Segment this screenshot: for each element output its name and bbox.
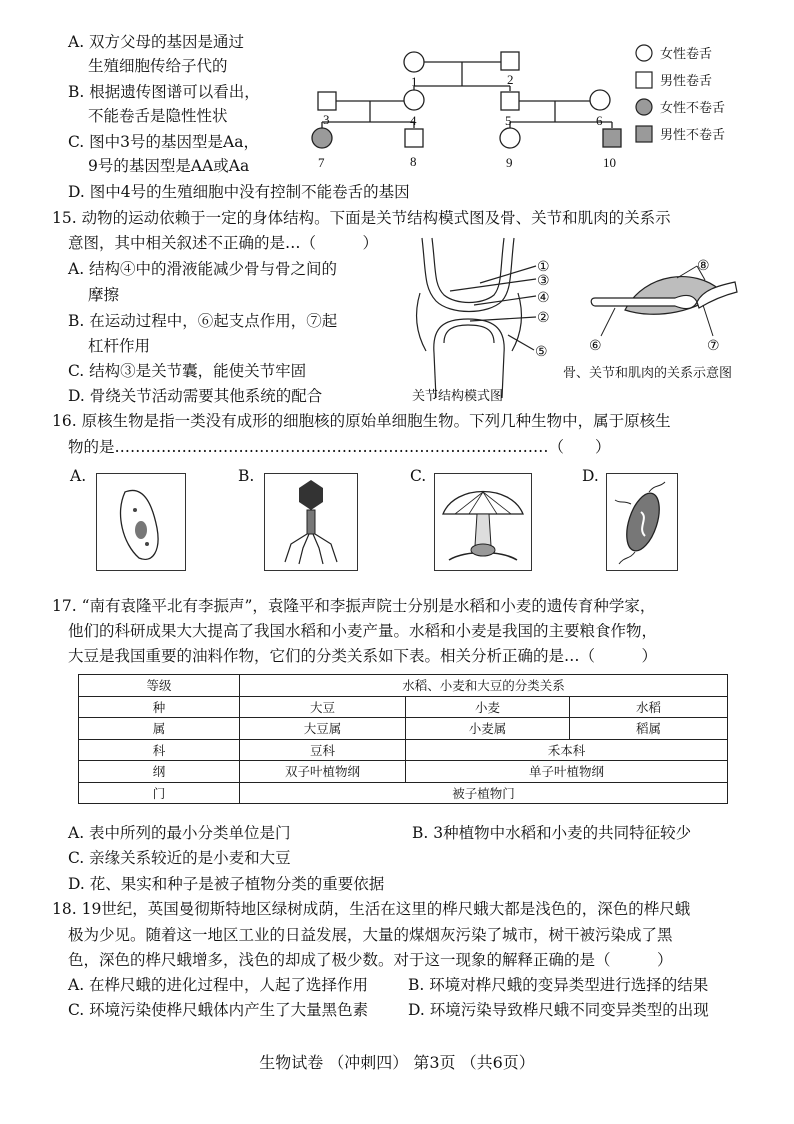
q14-option-b-line1: B. 根据遗传图谱可以看出，: [68, 83, 260, 101]
muscle-diagram-caption: 骨、关节和肌肉的关系示意图: [563, 366, 733, 381]
q16-option-d-label: D.: [582, 467, 599, 485]
muscle-label-6: ⑥: [589, 338, 602, 354]
table-row: [79, 739, 728, 761]
q15-stem-line2: 意图，其中相关叙述不正确的是…（ ）: [68, 234, 379, 252]
q14-option-c-line2: 9号的基因型是AA或Aa: [88, 157, 250, 175]
q18-stem-line1: 18. 19世纪，英国曼彻斯特地区绿树成荫，生活在这里的桦尺蛾大都是浅色的，深色的桦尺蛾: [52, 900, 691, 918]
table-cell: 稻属: [570, 718, 728, 740]
table-cell: 属: [79, 718, 240, 740]
paramecium-icon: [97, 474, 185, 570]
q16-option-c-image: [434, 473, 532, 571]
table-cell: 双子叶植物纲: [240, 761, 406, 783]
q17-stem-line1: 17. “南有袁隆平北有李振声”，袁隆平和李振声院士分别是水稻和小麦的遗传育种学家，: [52, 597, 656, 615]
q15-option-c: C. 结构③是关节囊，能使关节牢固: [68, 362, 307, 380]
joint-label-5: ⑤: [535, 344, 548, 360]
q15-stem-line1: 15. 动物的运动依赖于一定的身体结构。下面是关节结构模式图及骨、关节和肌肉的关系示: [52, 209, 671, 227]
q15-option-d: D. 骨绕关节活动需要其他系统的配合: [68, 387, 323, 405]
mushroom-icon: [435, 474, 531, 570]
q18-option-c: C. 环境污染使桦尺蛾体内产生了大量黑色素: [68, 1001, 369, 1019]
table-cell: 大豆属: [240, 718, 406, 740]
table-row: [79, 675, 728, 697]
q16-stem-line2: 物的是…………………………………………………………………………（ ）: [68, 438, 611, 456]
joint-label-3: ③: [537, 273, 550, 289]
q14-option-b-line2: 不能卷舌是隐性性状: [88, 107, 228, 125]
q15-option-a-line2: 摩擦: [88, 286, 120, 304]
table-cell: 科: [79, 739, 240, 761]
classification-table: [78, 674, 728, 804]
pedigree-number-4: 4: [410, 113, 417, 128]
joint-diagram-caption: 关节结构模式图: [412, 389, 504, 404]
q16-option-a-label: A.: [70, 467, 87, 485]
q16-option-c-label: C.: [410, 467, 427, 485]
q16-option-a-image: [96, 473, 186, 571]
table-header-level: 等级: [79, 675, 240, 697]
legend-male-rolling: 男性卷舌: [660, 73, 713, 88]
legend-female-nonrolling: 女性不卷舌: [660, 100, 726, 115]
pedigree-number-9: 9: [506, 155, 513, 170]
pedigree-number-2: 2: [507, 72, 514, 87]
q15-option-a-line1: A. 结构④中的滑液能减少骨与骨之间的: [68, 260, 338, 278]
q16-option-b-label: B.: [238, 467, 255, 485]
pedigree-number-5: 5: [505, 113, 512, 128]
q17-option-b: B. 3种植物中水稻和小麦的共同特征较少: [412, 824, 692, 842]
q14-option-d: D. 图中4号的生殖细胞中没有控制不能卷舌的基因: [68, 183, 410, 201]
table-cell: 豆科: [240, 739, 406, 761]
muscle-label-7: ⑦: [707, 338, 720, 354]
pedigree-number-7: 7: [318, 155, 325, 170]
pedigree-number-3: 3: [323, 112, 330, 127]
q18-option-a: A. 在桦尺蛾的进化过程中，人起了选择作用: [68, 976, 369, 994]
q14-option-c-line1: C. 图中3号的基因型是Aa，: [68, 133, 259, 151]
joint-label-1: ①: [537, 259, 550, 275]
female-rolling-symbol: [636, 45, 652, 61]
q14-option-a-line2: 生殖细胞传给子代的: [88, 57, 228, 75]
legend-male-nonrolling: 男性不卷舌: [660, 127, 726, 142]
table-header-title: 水稻、小麦和大豆的分类关系: [240, 675, 728, 697]
q16-stem-line1: 16. 原核生物是指一类没有成形的细胞核的原始单细胞生物。下列几种生物中，属于原核生: [52, 412, 671, 430]
q15-option-b-line1: B. 在运动过程中，⑥起支点作用，⑦起: [68, 312, 338, 330]
q17-option-d: D. 花、果实和种子是被子植物分类的重要依据: [68, 875, 385, 893]
table-row: [79, 696, 728, 718]
q18-stem-line3: 色，深色的桦尺蛾增多，浅色的却成了极少数。对于这一现象的解释正确的是（ ）: [68, 951, 673, 969]
female-nonrolling-symbol: [636, 99, 652, 115]
muscle-label-8: ⑧: [697, 258, 710, 274]
male-nonrolling-symbol: [636, 126, 652, 142]
table-cell: 小麦: [406, 696, 570, 718]
table-cell: 大豆: [240, 696, 406, 718]
q17-option-c: C. 亲缘关系较近的是小麦和大豆: [68, 849, 291, 867]
q16-option-b-image: [264, 473, 358, 571]
pedigree-chart: [300, 40, 630, 175]
table-row: [79, 718, 728, 740]
table-row: [79, 761, 728, 783]
table-cell: 纲: [79, 761, 240, 783]
male-rolling-symbol: [636, 72, 652, 88]
bacterium-icon: [607, 474, 677, 570]
q18-option-b: B. 环境对桦尺蛾的变异类型进行选择的结果: [408, 976, 709, 994]
joint-label-2: ②: [537, 310, 550, 326]
q17-option-a: A. 表中所列的最小分类单位是门: [68, 824, 291, 842]
q15-option-b-line2: 杠杆作用: [88, 337, 151, 355]
table-cell: 禾本科: [406, 739, 728, 761]
legend-female-rolling: 女性卷舌: [660, 46, 713, 61]
q17-stem-line2: 他们的科研成果大大提高了我国水稻和小麦产量。水稻和小麦是我国的主要粮食作物，: [68, 622, 658, 640]
q17-stem-line3: 大豆是我国重要的油料作物，它们的分类关系如下表。相关分析正确的是…（ ）: [68, 647, 658, 665]
table-cell: 门: [79, 782, 240, 804]
pedigree-number-8: 8: [410, 154, 417, 169]
page-footer: 生物试卷 （冲刺四） 第3页 （共6页）: [259, 1053, 535, 1072]
table-cell: 单子叶植物纲: [406, 761, 728, 783]
q16-option-d-image: [606, 473, 678, 571]
bone-muscle-diagram: [585, 250, 760, 360]
joint-label-4: ④: [537, 290, 550, 306]
pedigree-legend: [632, 40, 762, 150]
bacteriophage-icon: [265, 474, 357, 570]
table-cell: 种: [79, 696, 240, 718]
pedigree-number-10: 10: [603, 155, 616, 170]
pedigree-number-1: 1: [411, 74, 418, 89]
table-cell: 水稻: [570, 696, 728, 718]
q14-option-a-line1: A. 双方父母的基因是通过: [68, 33, 245, 51]
table-cell: 被子植物门: [240, 782, 728, 804]
pedigree-number-6: 6: [596, 113, 603, 128]
table-cell: 小麦属: [406, 718, 570, 740]
q18-option-d: D. 环境污染导致桦尺蛾不同变异类型的出现: [408, 1001, 709, 1019]
q18-stem-line2: 极为少见。随着这一地区工业的日益发展，大量的煤烟灰污染了城市，树干被污染成了黑: [68, 926, 673, 944]
table-row: [79, 782, 728, 804]
joint-structure-diagram: [410, 233, 570, 403]
